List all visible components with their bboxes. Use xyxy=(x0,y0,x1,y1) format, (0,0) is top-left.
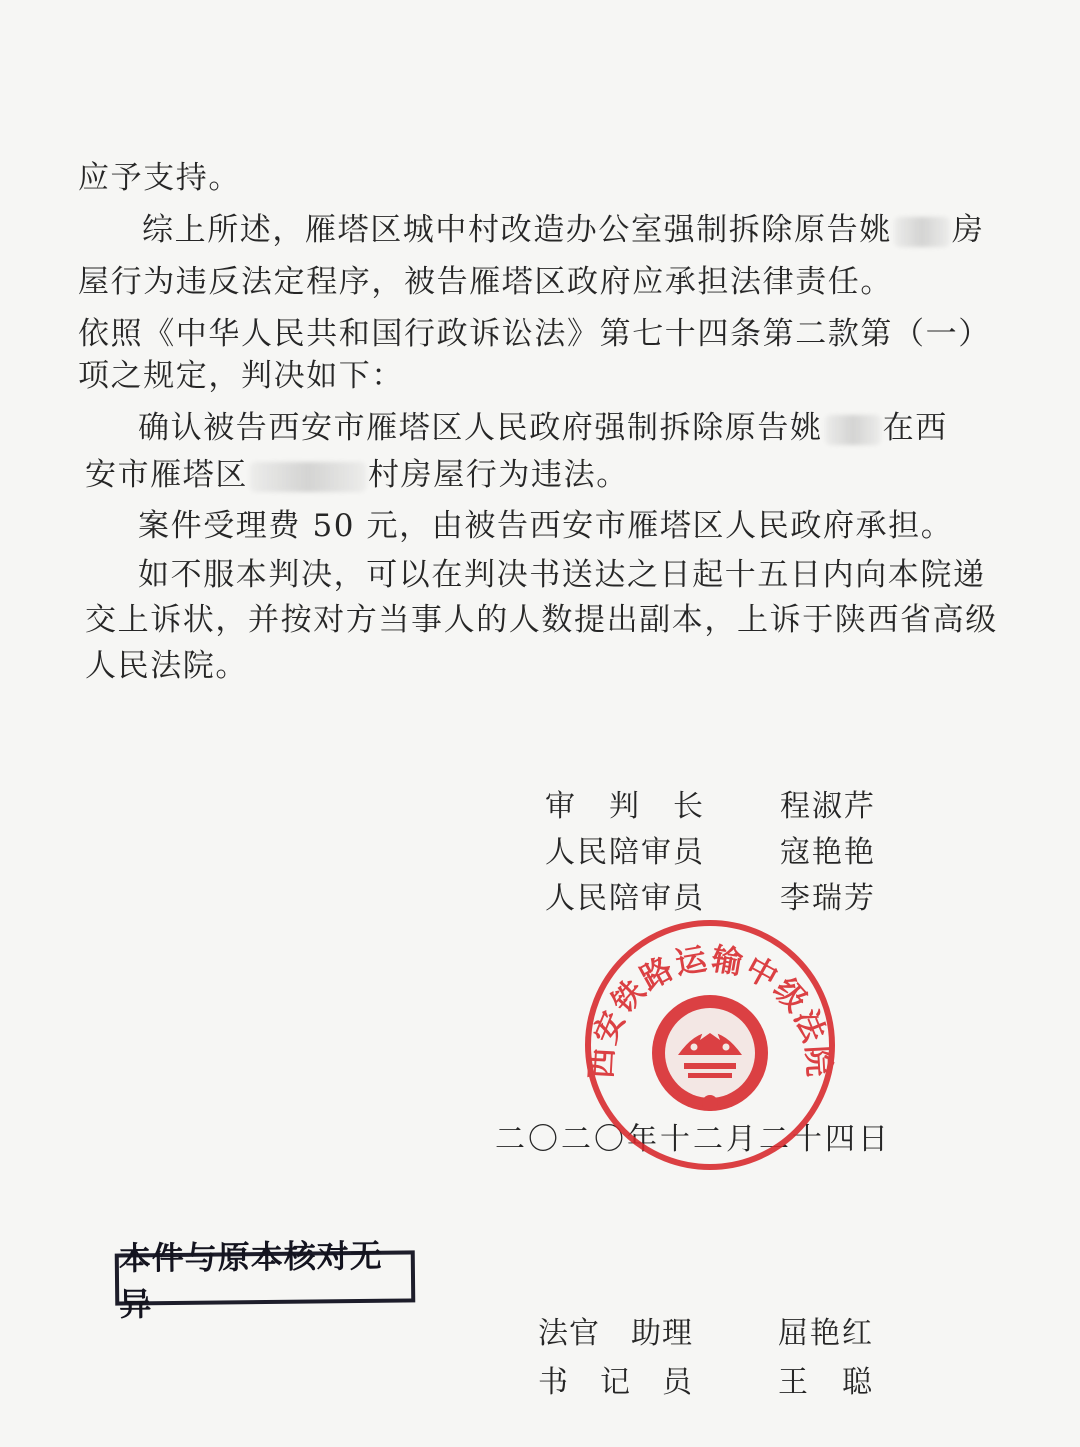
clerk-role-2: 书 记 员 xyxy=(538,1365,693,1400)
body-line-2-text-b: 房 xyxy=(951,212,985,248)
verification-stamp: 本件与原本核对无异 xyxy=(115,1250,416,1305)
body-line-7 xyxy=(85,455,965,495)
redacted-name-1 xyxy=(894,217,950,247)
body-line-11: 人民法院。 xyxy=(85,648,248,684)
body-line-8: 案件受理费 50 元，由被告西安市雁塔区人民政府承担。 xyxy=(138,508,954,544)
body-line-6-text-a: 确认被告西安市雁塔区人民政府强制拆除原告姚 xyxy=(138,410,823,446)
body-line-1: 应予支持。 xyxy=(78,160,241,196)
signature-name-2: 寇艳艳 xyxy=(780,835,876,870)
body-line-7-text-b: 村房屋行为违法。 xyxy=(368,457,629,493)
body-line-2-text-a: 综上所述，雁塔区城中村改造办公室强制拆除原告姚 xyxy=(142,212,892,248)
redacted-name-2 xyxy=(825,415,881,445)
judgment-date: 二〇二〇年十二月二十四日 xyxy=(495,1122,891,1157)
signature-role-2: 人民陪审员 xyxy=(545,835,705,870)
signature-name-1: 程淑芹 xyxy=(780,789,876,824)
body-line-10: 交上诉状，并按对方当事人的人数提出副本，上诉于陕西省高级 xyxy=(85,602,998,638)
signature-role-1: 审 判 长 xyxy=(545,789,705,824)
body-line-4: 依照《中华人民共和国行政诉讼法》第七十四条第二款第（一） xyxy=(78,316,991,352)
body-line-2 xyxy=(142,210,1022,250)
seal-text: 西安铁路运输中级法院 xyxy=(583,941,837,1080)
clerk-name-2: 王 聪 xyxy=(778,1365,874,1400)
clerk-role-1: 法官 助理 xyxy=(538,1316,693,1351)
body-line-6-text-b: 在西 xyxy=(882,410,948,446)
court-seal-icon xyxy=(580,915,840,1175)
body-line-5: 项之规定，判决如下： xyxy=(78,358,404,394)
body-line-7-text-a: 安市雁塔区 xyxy=(85,457,248,493)
signature-role-3: 人民陪审员 xyxy=(545,881,705,916)
clerk-name-1: 屈艳红 xyxy=(778,1316,874,1351)
body-line-6 xyxy=(138,408,1018,448)
body-line-9: 如不服本判决，可以在判决书送达之日起十五日内向本院递 xyxy=(138,557,986,593)
body-line-3: 屋行为违反法定程序，被告雁塔区政府应承担法律责任。 xyxy=(78,264,893,300)
signature-name-3: 李瑞芳 xyxy=(780,881,876,916)
redacted-village xyxy=(250,462,366,492)
